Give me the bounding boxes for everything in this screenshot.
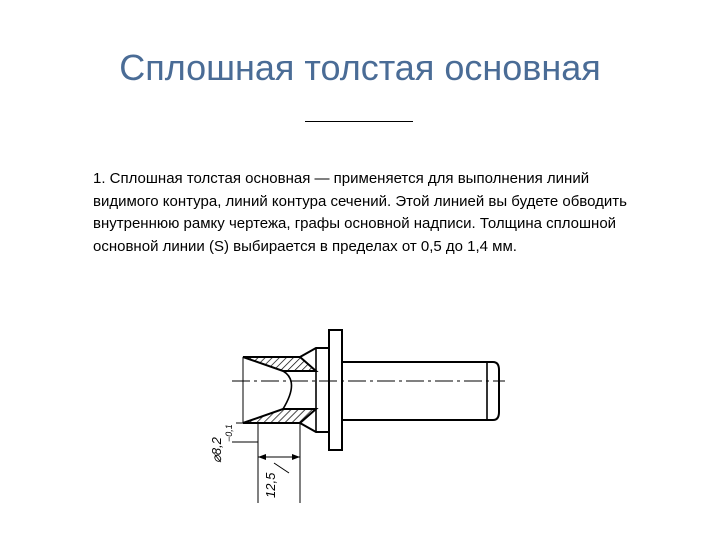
- section-top: [243, 357, 316, 371]
- body-paragraph: 1. Сплошная толстая основная — применяется для выполнения линий видимого контура, линий контура сечений. Этой линией вы будете обводить внутреннюю рамку чертежа, графы основной надписи. Толщина сплошной основной линии (S) выбирается в пределах от 0,5 до 1,4 мм.: [93, 170, 627, 255]
- title-underline: [305, 121, 413, 122]
- dim-diameter-label: ⌀8,2: [209, 437, 224, 463]
- part-shaft: [342, 362, 499, 420]
- part-flange: [329, 330, 342, 450]
- technical-drawing: [200, 320, 520, 530]
- slide-title: Сплошная толстая основная: [119, 47, 601, 88]
- part-inner-curve: [283, 371, 292, 409]
- dim-tolerance-label: −0,1: [224, 424, 234, 442]
- section-bottom: [243, 409, 316, 423]
- dim-length-label: 12,5: [263, 472, 278, 498]
